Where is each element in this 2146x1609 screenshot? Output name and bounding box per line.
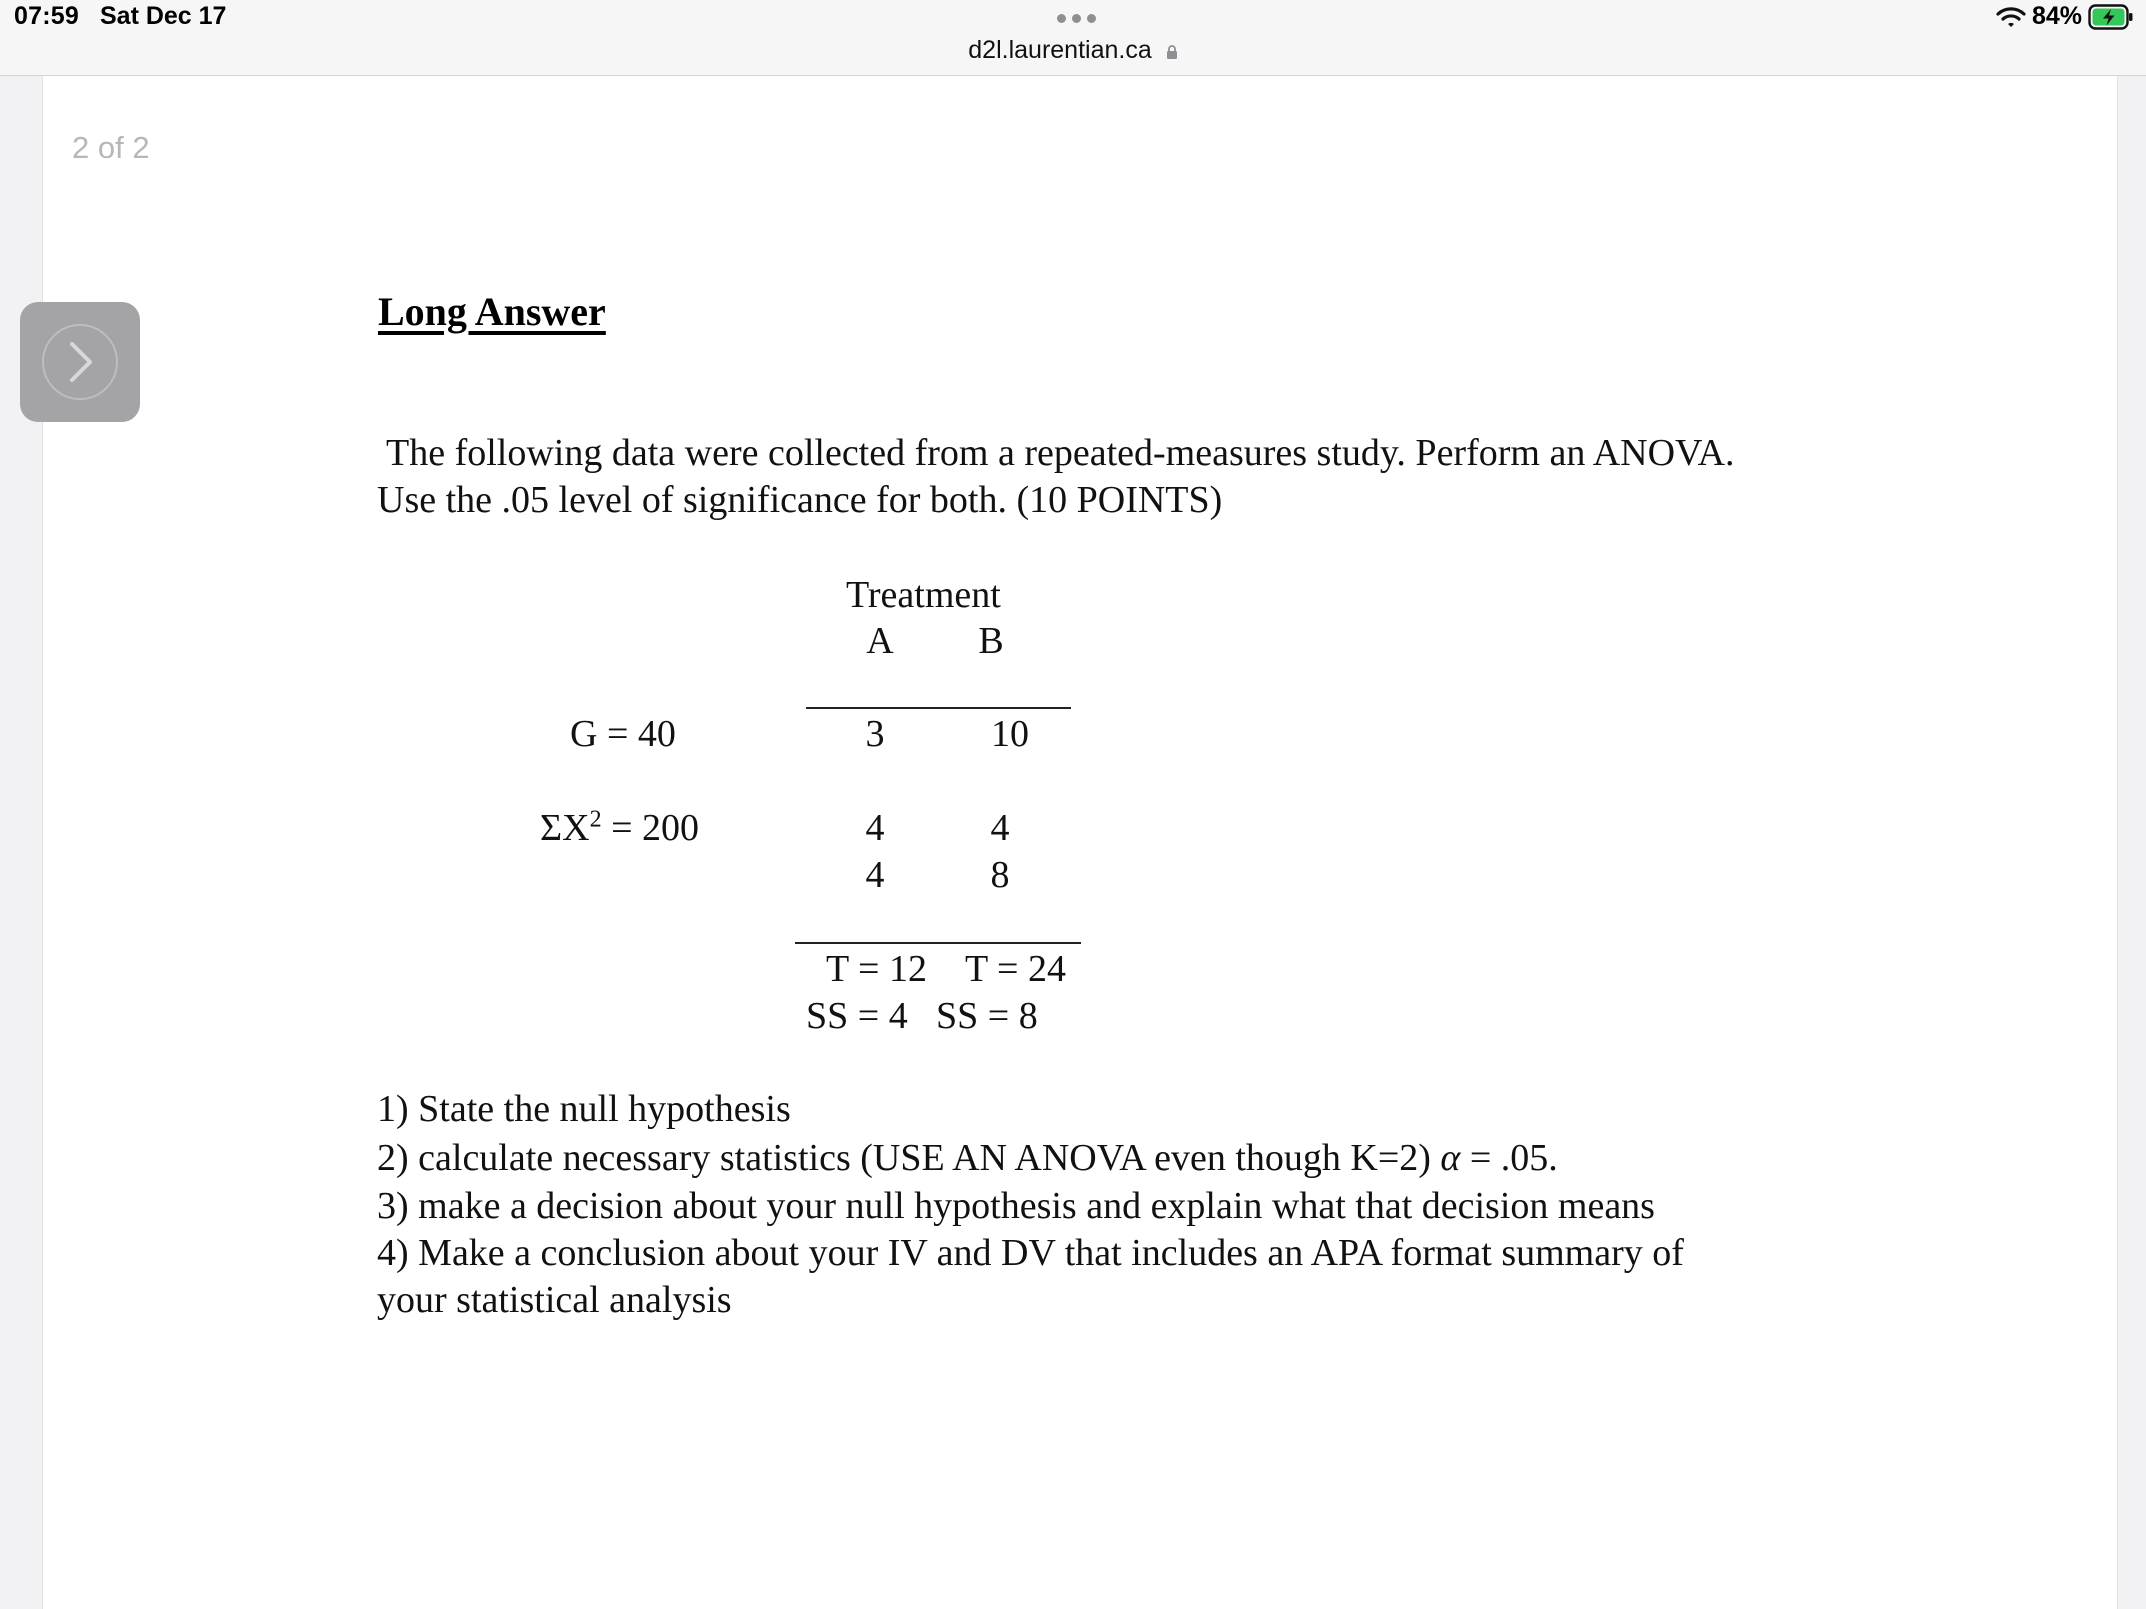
question-2-value: = .05. (1460, 1137, 1558, 1179)
document-page (42, 76, 2118, 1609)
url-bar[interactable] (0, 36, 2146, 65)
intro-line-1: The following data were collected from a repeated-measures study. Perform an ANOVA. (386, 432, 1735, 474)
question-4-line-2: your statistical analysis (377, 1279, 732, 1321)
total-b: T = 24 (965, 948, 1066, 990)
intro-line-2: Use the .05 level of significance for both. (10 POINTS) (377, 479, 1223, 521)
ss-a: SS = 4 (806, 995, 908, 1037)
stat-exponent: 2 (589, 806, 602, 833)
battery-charging-icon (2088, 4, 2134, 30)
question-2 (377, 1135, 1558, 1182)
wifi-icon (1996, 5, 2026, 29)
table-cell: 8 (990, 854, 1010, 896)
section-heading: Long Answer (378, 289, 606, 334)
battery-percent: 84% (2031, 2, 2082, 30)
table-cell: 3 (865, 713, 885, 755)
table-cell: 4 (990, 807, 1010, 849)
next-page-button[interactable] (20, 302, 140, 422)
question-1: 1) State the null hypothesis (377, 1088, 791, 1130)
url-text: d2l.laurentian.ca (968, 36, 1152, 64)
question-2-text: 2) calculate necessary statistics (USE AN ANOVA even though K=2) (377, 1137, 1441, 1179)
column-label-b: B (978, 620, 1004, 662)
table-cell: 10 (991, 713, 1029, 755)
table-cell: 4 (865, 854, 885, 896)
stat-sum-x-symbol: ΣX (540, 807, 590, 849)
stat-sum-x-value: = 200 (601, 807, 699, 849)
status-date: Sat Dec 17 (100, 2, 227, 30)
table-bottom-rule (795, 942, 1081, 944)
status-time: 07:59 (14, 2, 79, 30)
question-4-line-1: 4) Make a conclusion about your IV and DV that includes an APA format summary of (377, 1232, 1684, 1274)
table-header-treatment: Treatment (846, 574, 1001, 616)
table-top-rule (806, 707, 1071, 709)
multitasking-dots-icon[interactable] (1057, 14, 1096, 23)
column-label-a: A (866, 620, 894, 662)
chevron-right-icon (40, 322, 120, 402)
alpha-symbol: α (1440, 1137, 1461, 1179)
ss-b: SS = 8 (936, 995, 1038, 1037)
stat-sum-x-squared (540, 805, 699, 852)
question-3: 3) make a decision about your null hypothesis and explain what that decision means (377, 1185, 1655, 1227)
total-a: T = 12 (826, 948, 927, 990)
status-indicators (1996, 2, 2134, 31)
status-bar (0, 0, 2146, 76)
page-indicator: 2 of 2 (72, 130, 150, 165)
lock-icon (1166, 45, 1178, 59)
stat-g: G = 40 (570, 713, 676, 755)
table-cell: 4 (865, 807, 885, 849)
